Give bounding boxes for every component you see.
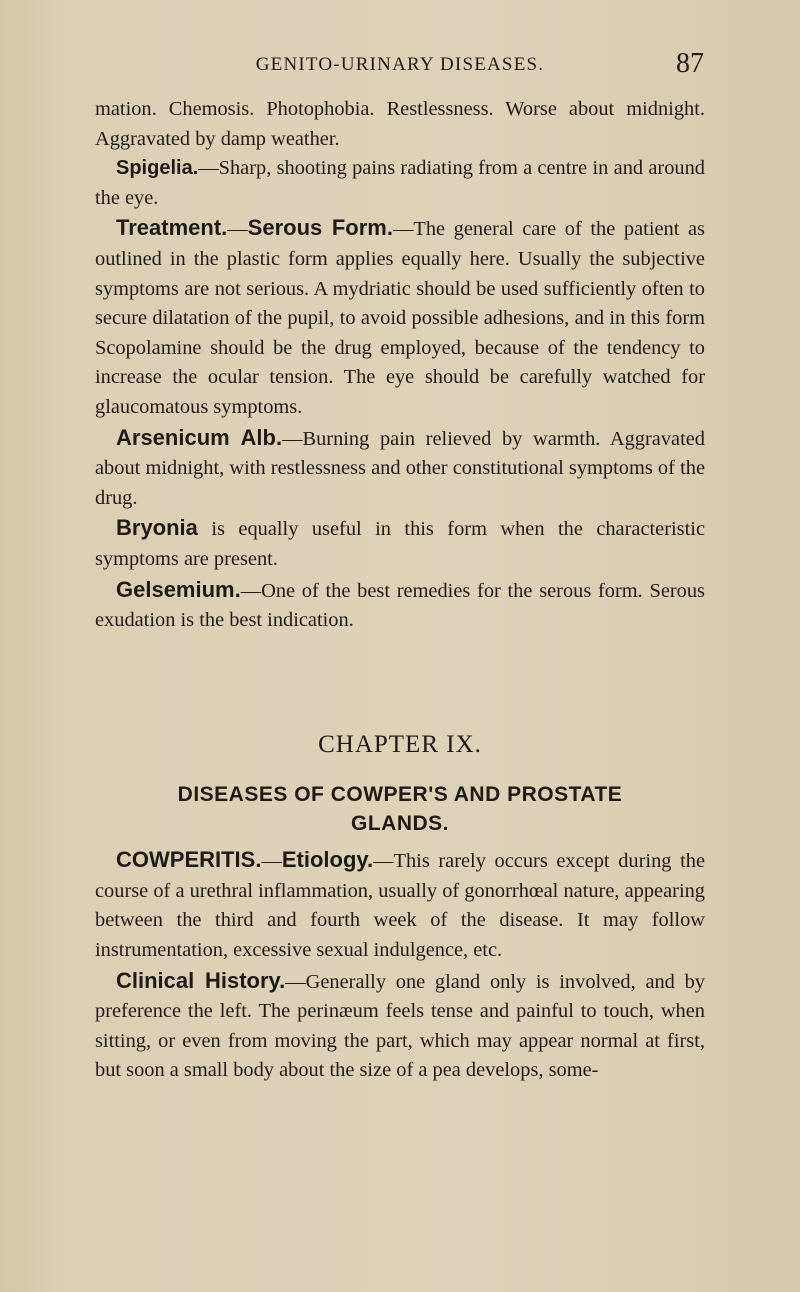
section-title-line-2: GLANDS. [351,812,449,836]
remedy-heading-bryonia: Bryonia [116,515,198,541]
paragraph-text: —The general care of the patient as outlined in the plastic form applies equally here. Usually the subjective symptoms are not serious. A mydriatic should be used sufficiently often to secure dilatation of the pupil, to avoid possible adhesions, and in this form Scopolamine should be the drug employed, because of the tendency to increase the ocular tension. The eye should be carefully watched for glaucomatous symptoms. [95,218,705,418]
paragraph-text: —One of the best remedies for the serous form. Serous exudation is the best indication. [95,579,705,632]
running-head [0,50,800,80]
heading-serous-form: Serous Form. [247,215,393,241]
paragraph-cowperitis [95,845,705,965]
heading-dash: — [261,850,282,873]
paragraph-text: —Sharp, shooting pains radiating from a centre in and around the eye. [95,157,705,209]
paragraph-bryonia [95,513,705,574]
paragraph-text: is equally useful in this form when the characteristic symptoms are present. [95,518,705,570]
paragraph-gelsemium [95,575,705,636]
paragraph-text: —Generally one gland only is involved, and by preference the left. The perinæum feels tense and painful to touch, when sitting, or even from moving the part, which may appear normal at first, but soon a small body about the size of a pea develops, some- [95,970,705,1082]
heading-dash: — [227,218,248,241]
running-head-title: GENITO-URINARY DISEASES. [255,54,545,75]
heading-etiology: Etiology. [281,847,374,873]
remedy-heading-gelsemium: Gelsemium. [116,576,241,602]
heading-clinical-history: Clinical History. [116,967,286,993]
remedy-heading-spigelia: Spigelia. [116,157,199,180]
paragraph-text: —Burning pain relieved by warmth. Aggravated about midnight, with restlessness and other constitutional symptoms of the drug. [95,427,705,509]
paragraph-clinical-history [95,966,705,1086]
paragraph-spigelia [95,154,705,213]
page-number: 87 [676,48,704,79]
section-title [95,780,705,838]
page-body [95,95,705,1086]
paragraph-arsenicum [95,423,705,514]
paragraph-text: mation. Chemosis. Photophobia. Restlessness. Worse about midnight. Aggravated by damp weather. [95,98,705,150]
paragraph-treatment [95,213,705,422]
remedy-heading-arsenicum: Arsenicum Alb. [116,424,283,450]
chapter-heading: CHAPTER IX. [318,730,482,758]
heading-cowperitis: COWPERITIS. [116,847,262,873]
paragraph-continuation [95,95,705,154]
paragraph-text: —This rarely occurs except during the course of a urethral inflammation, usually of gonorrhœal nature, appearing between the third and fourth week of the disease. It may follow instrumentation, excessive sexual indulgence, etc. [95,850,705,962]
heading-treatment: Treatment. [116,215,228,241]
section-title-line-1: DISEASES OF COWPER'S AND PROSTATE [177,783,623,807]
